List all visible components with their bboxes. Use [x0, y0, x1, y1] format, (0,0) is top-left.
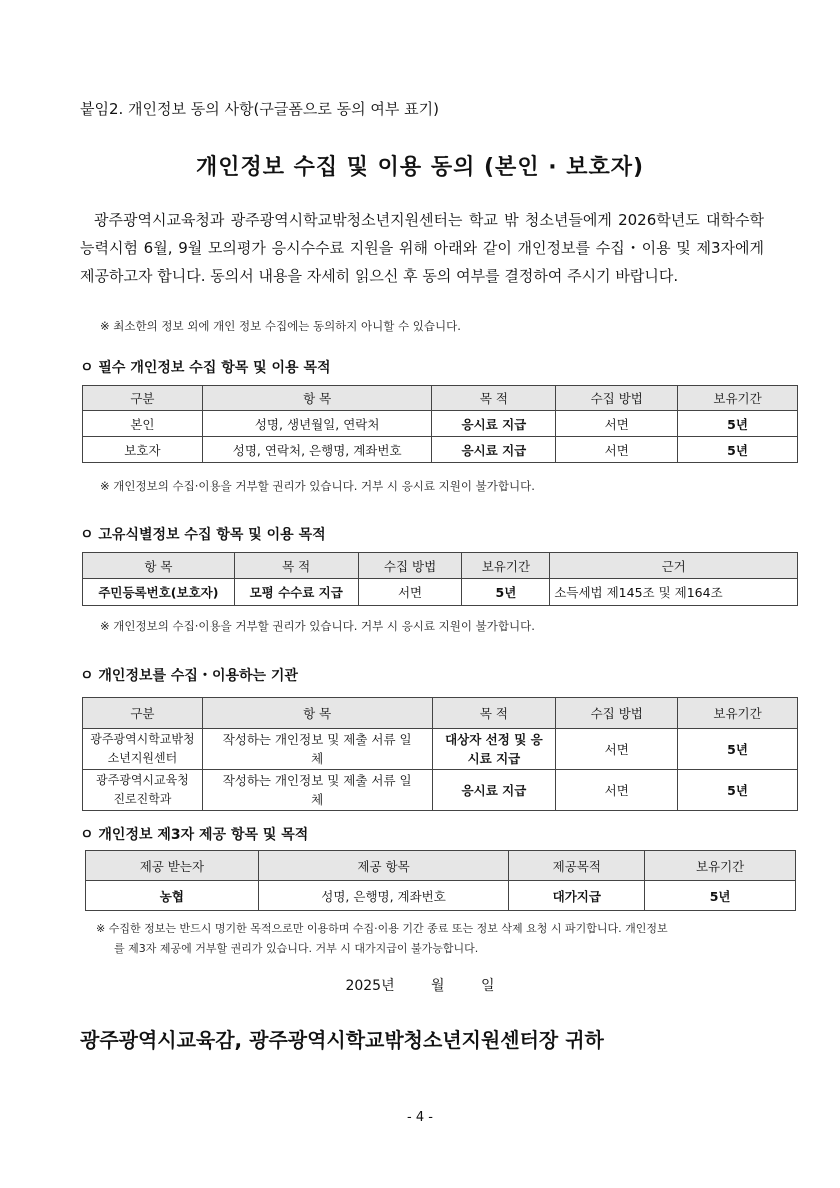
table-row — [83, 411, 798, 437]
header-cell: 수집 방법 — [556, 698, 678, 729]
table-row — [86, 881, 796, 911]
table-cell: 성명, 연락처, 은행명, 계좌번호 — [202, 437, 432, 463]
table-cell: 5년 — [462, 579, 550, 606]
section2-note: ※ 개인정보의 수집·이용을 거부할 권리가 있습니다. 거부 시 응시료 지원이 불가합니다. — [100, 619, 535, 633]
required-info-table — [82, 385, 798, 463]
table-cell: 서면 — [358, 579, 462, 606]
table-cell: 작성하는 개인정보 및 제출 서류 일체 — [202, 729, 432, 770]
table-cell: 대가지급 — [509, 881, 645, 911]
table-cell: 소득세법 제145조 및 제164조 — [550, 579, 798, 606]
intro-note: ※ 최소한의 정보 외에 개인 정보 수집에는 동의하지 아니할 수 있습니다. — [100, 319, 461, 333]
header-cell: 목 적 — [432, 698, 556, 729]
header-cell: 수집 방법 — [556, 386, 678, 411]
table-cell: 서면 — [556, 411, 678, 437]
unique-id-table — [82, 552, 798, 606]
signature-date: 2025년 월 일 — [345, 978, 495, 994]
table-cell: 응시료 지급 — [432, 770, 556, 811]
table-cell: 5년 — [678, 411, 798, 437]
table-cell: 광주광역시교육청 진로진학과 — [83, 770, 203, 811]
header-cell: 보유기간 — [645, 851, 796, 881]
table-cell: 모평 수수료 지급 — [234, 579, 358, 606]
document-title: 개인정보 수집 및 이용 동의 (본인 · 보호자) — [195, 155, 645, 180]
collecting-agencies-table — [82, 697, 798, 811]
table-cell: 농협 — [86, 881, 259, 911]
table-row — [83, 437, 798, 463]
table-cell: 대상자 선정 및 응시료 지급 — [432, 729, 556, 770]
table-cell: 응시료 지급 — [432, 411, 556, 437]
attachment-label: 붙임2. 개인정보 동의 사항(구글폼으로 동의 여부 표기) — [80, 100, 439, 118]
section2-heading: ㅇ 고유식별정보 수집 항목 및 이용 목적 — [80, 527, 326, 543]
table-cell: 서면 — [556, 437, 678, 463]
table-cell: 응시료 지급 — [432, 437, 556, 463]
section4-note-line2: 를 제3자 제공에 거부할 권리가 있습니다. 거부 시 대가지급이 불가능합니다. — [114, 942, 479, 955]
section1-note: ※ 개인정보의 수집·이용을 거부할 권리가 있습니다. 거부 시 응시료 지원이 불가합니다. — [100, 479, 535, 493]
table-cell: 5년 — [678, 729, 798, 770]
section1-heading: ㅇ 필수 개인정보 수집 항목 및 이용 목적 — [80, 360, 331, 376]
section4-heading: ㅇ 개인정보 제3자 제공 항목 및 목적 — [80, 827, 309, 843]
table-cell: 5년 — [645, 881, 796, 911]
header-cell: 구분 — [83, 698, 203, 729]
header-cell: 제공 받는자 — [86, 851, 259, 881]
table-row — [83, 770, 798, 811]
header-cell: 수집 방법 — [358, 553, 462, 579]
header-cell: 제공 항목 — [258, 851, 509, 881]
table-cell: 성명, 생년월일, 연락처 — [202, 411, 432, 437]
header-cell: 제공목적 — [509, 851, 645, 881]
table-row — [83, 729, 798, 770]
table-cell: 본인 — [83, 411, 203, 437]
intro-paragraph: 광주광역시교육청과 광주광역시학교밖청소년지원센터는 학교 밖 청소년들에게 2026학년도 대학수학능력시험 6월, 9월 모의평가 응시수수료 지원을 위해 아래와 같이 개인정보를 수집・이용 및 제3자에게 제공하고자 합니다. 동의서 내용을 자세히 읽으신 후 동의 여부를 결정하여 주시기 바랍니다. — [80, 211, 764, 285]
header-cell: 항 목 — [202, 698, 432, 729]
header-cell: 항 목 — [202, 386, 432, 411]
table-cell: 보호자 — [83, 437, 203, 463]
page-number: - 4 - — [407, 1110, 433, 1125]
section4-note-line1: ※ 수집한 정보는 반드시 명기한 목적으로만 이용하며 수집·이용 기간 종료 또는 정보 삭제 요청 시 파기합니다. 개인정보 — [96, 922, 668, 935]
third-party-table — [85, 850, 796, 911]
header-cell: 항 목 — [83, 553, 235, 579]
table-row — [83, 579, 798, 606]
header-cell: 보유기간 — [462, 553, 550, 579]
header-cell: 보유기간 — [678, 386, 798, 411]
table-cell: 서면 — [556, 729, 678, 770]
table-cell: 작성하는 개인정보 및 제출 서류 일체 — [202, 770, 432, 811]
table-cell: 5년 — [678, 437, 798, 463]
header-cell: 구분 — [83, 386, 203, 411]
section3-heading: ㅇ 개인정보를 수집・이용하는 기관 — [80, 668, 298, 684]
addressee: 광주광역시교육감, 광주광역시학교밖청소년지원센터장 귀하 — [80, 1028, 604, 1052]
table-cell: 서면 — [556, 770, 678, 811]
table-cell: 광주광역시학교밖청소년지원센터 — [83, 729, 203, 770]
header-cell: 근거 — [550, 553, 798, 579]
header-cell: 보유기간 — [678, 698, 798, 729]
header-cell: 목 적 — [432, 386, 556, 411]
table-cell: 주민등록번호(보호자) — [83, 579, 235, 606]
table-cell: 5년 — [678, 770, 798, 811]
header-cell: 목 적 — [234, 553, 358, 579]
table-cell: 성명, 은행명, 계좌번호 — [258, 881, 509, 911]
